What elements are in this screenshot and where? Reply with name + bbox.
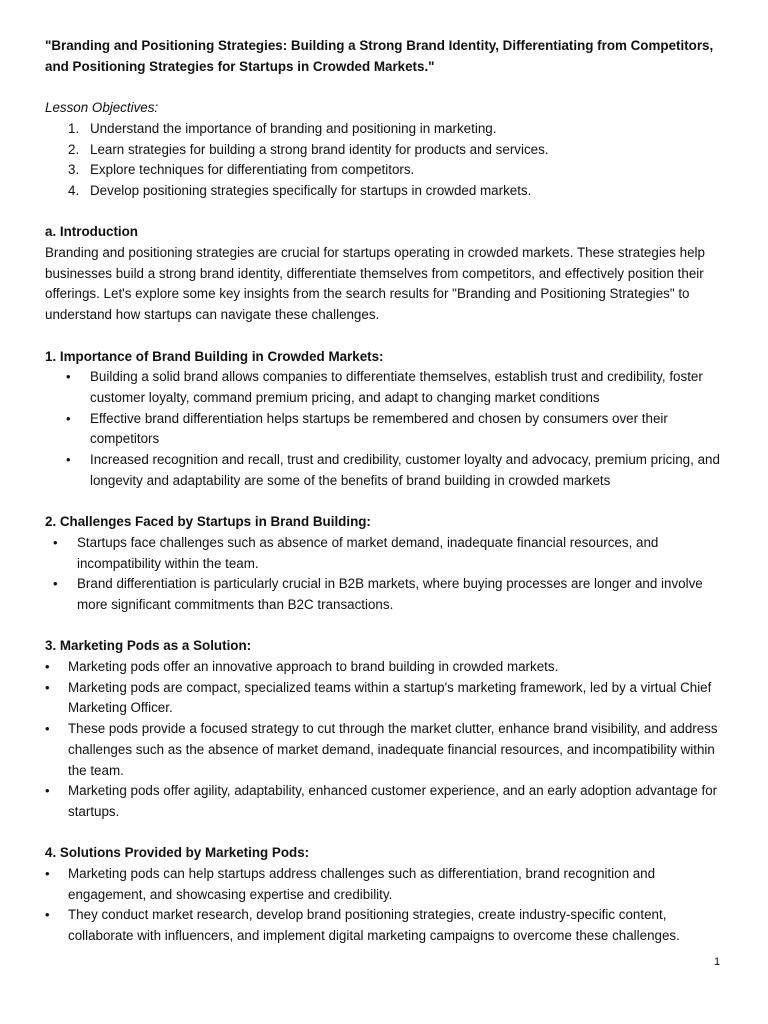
bullet-icon: • bbox=[66, 452, 71, 468]
bullet-item bbox=[45, 409, 735, 450]
bullet-text: They conduct market research, develop brand positioning strategies, create industry-specific content, collaborate with influencers, and implement digital marketing campaigns to overcome these challenges. bbox=[68, 907, 680, 944]
bullet-icon: • bbox=[45, 866, 50, 882]
bullet-item bbox=[45, 367, 735, 408]
bullet-item bbox=[45, 533, 735, 574]
objective-text: Develop positioning strategies specifically for startups in crowded markets. bbox=[90, 182, 532, 198]
bullet-icon: • bbox=[45, 659, 50, 675]
bullet-icon: • bbox=[45, 721, 50, 737]
objective-item bbox=[45, 140, 735, 161]
lesson-objectives-list bbox=[45, 119, 735, 202]
bullet-text: These pods provide a focused strategy to cut through the market clutter, enhance brand visibility, and address challenges such as the absence of market demand, inadequate financial resources, and incompatibility within the team. bbox=[68, 721, 718, 778]
bullet-item bbox=[45, 657, 735, 678]
bullet-item bbox=[45, 678, 735, 719]
bullet-icon: • bbox=[45, 679, 50, 695]
objective-number: 3. bbox=[68, 162, 80, 178]
bullet-item bbox=[45, 905, 735, 946]
bullet-text: Marketing pods offer an innovative approach to brand building in crowded markets. bbox=[68, 659, 559, 675]
bullet-icon: • bbox=[45, 907, 50, 923]
bullet-text: Effective brand differentiation helps startups be remembered and chosen by consumers over their competitors bbox=[90, 410, 668, 447]
bullet-item bbox=[45, 864, 735, 905]
section-1-bullets bbox=[45, 367, 735, 491]
objective-text: Learn strategies for building a strong brand identity for products and services. bbox=[90, 141, 549, 157]
bullet-icon: • bbox=[53, 534, 58, 550]
document-page bbox=[45, 36, 735, 947]
section-2-heading: 2. Challenges Faced by Startups in Brand Building: bbox=[45, 514, 371, 530]
objective-text: Explore techniques for differentiating from competitors. bbox=[90, 162, 415, 178]
bullet-text: Marketing pods are compact, specialized teams within a startup's marketing framework, led by a virtual Chief Marketing Officer. bbox=[68, 679, 712, 716]
bullet-item bbox=[45, 574, 735, 615]
objective-item bbox=[45, 119, 735, 140]
objective-item bbox=[45, 160, 735, 181]
bullet-text: Brand differentiation is particularly crucial in B2B markets, where buying processes are longer and involve more significant commitments than B2C transactions. bbox=[77, 576, 703, 612]
introduction-heading: a. Introduction bbox=[45, 224, 138, 240]
section-2-bullets bbox=[45, 533, 735, 616]
bullet-icon: • bbox=[66, 410, 71, 426]
section-4-bullets bbox=[45, 864, 735, 947]
section-1-heading: 1. Importance of Brand Building in Crowded Markets: bbox=[45, 348, 384, 364]
page-number: 1 bbox=[714, 956, 721, 968]
lesson-objectives-label: Lesson Objectives: bbox=[45, 100, 159, 116]
bullet-text: Increased recognition and recall, trust and credibility, customer loyalty and advocacy, premium pricing, and longevity and adaptability are some of the benefits of brand building in crowded markets bbox=[90, 452, 720, 488]
objective-number: 2. bbox=[68, 141, 80, 157]
bullet-item bbox=[45, 719, 735, 781]
bullet-icon: • bbox=[45, 783, 50, 799]
objective-text: Understand the importance of branding and positioning in marketing. bbox=[90, 120, 497, 136]
objective-item bbox=[45, 181, 735, 202]
bullet-text: Marketing pods offer agility, adaptability, enhanced customer experience, and an early adoption advantage for startups. bbox=[68, 783, 718, 819]
bullet-icon: • bbox=[66, 369, 71, 385]
section-3-bullets bbox=[45, 657, 735, 823]
bullet-item bbox=[45, 450, 735, 491]
bullet-icon: • bbox=[53, 576, 58, 592]
bullet-text: Startups face challenges such as absence of market demand, inadequate financial resources, and incompatibility within the team. bbox=[77, 534, 659, 571]
objective-number: 4. bbox=[68, 182, 80, 198]
objective-number: 1. bbox=[68, 120, 80, 136]
bullet-text: Marketing pods can help startups address challenges such as differentiation, brand recognition and engagement, and showcasing expertise and credibility. bbox=[68, 866, 656, 902]
bullet-item bbox=[45, 781, 735, 822]
bullet-text: Building a solid brand allows companies to differentiate themselves, establish trust and credibility, foster customer loyalty, command premium pricing, and adapt to changing market conditions bbox=[90, 369, 703, 405]
section-3-heading: 3. Marketing Pods as a Solution: bbox=[45, 638, 252, 654]
document-title: "Branding and Positioning Strategies: Building a Strong Brand Identity, Differentiating from Competitors, and Positioning Strategies for Startups in Crowded Markets." bbox=[45, 38, 714, 74]
introduction-paragraph: Branding and positioning strategies are crucial for startups operating in crowded markets. These strategies help businesses build a strong brand identity, differentiate themselves from competitors, and effectively position their offerings. Let's explore some key insights from the search results for "Branding and Positioning Strategies" to understand how startups can navigate these challenges. bbox=[45, 245, 705, 323]
section-4-heading: 4. Solutions Provided by Marketing Pods: bbox=[45, 845, 310, 861]
